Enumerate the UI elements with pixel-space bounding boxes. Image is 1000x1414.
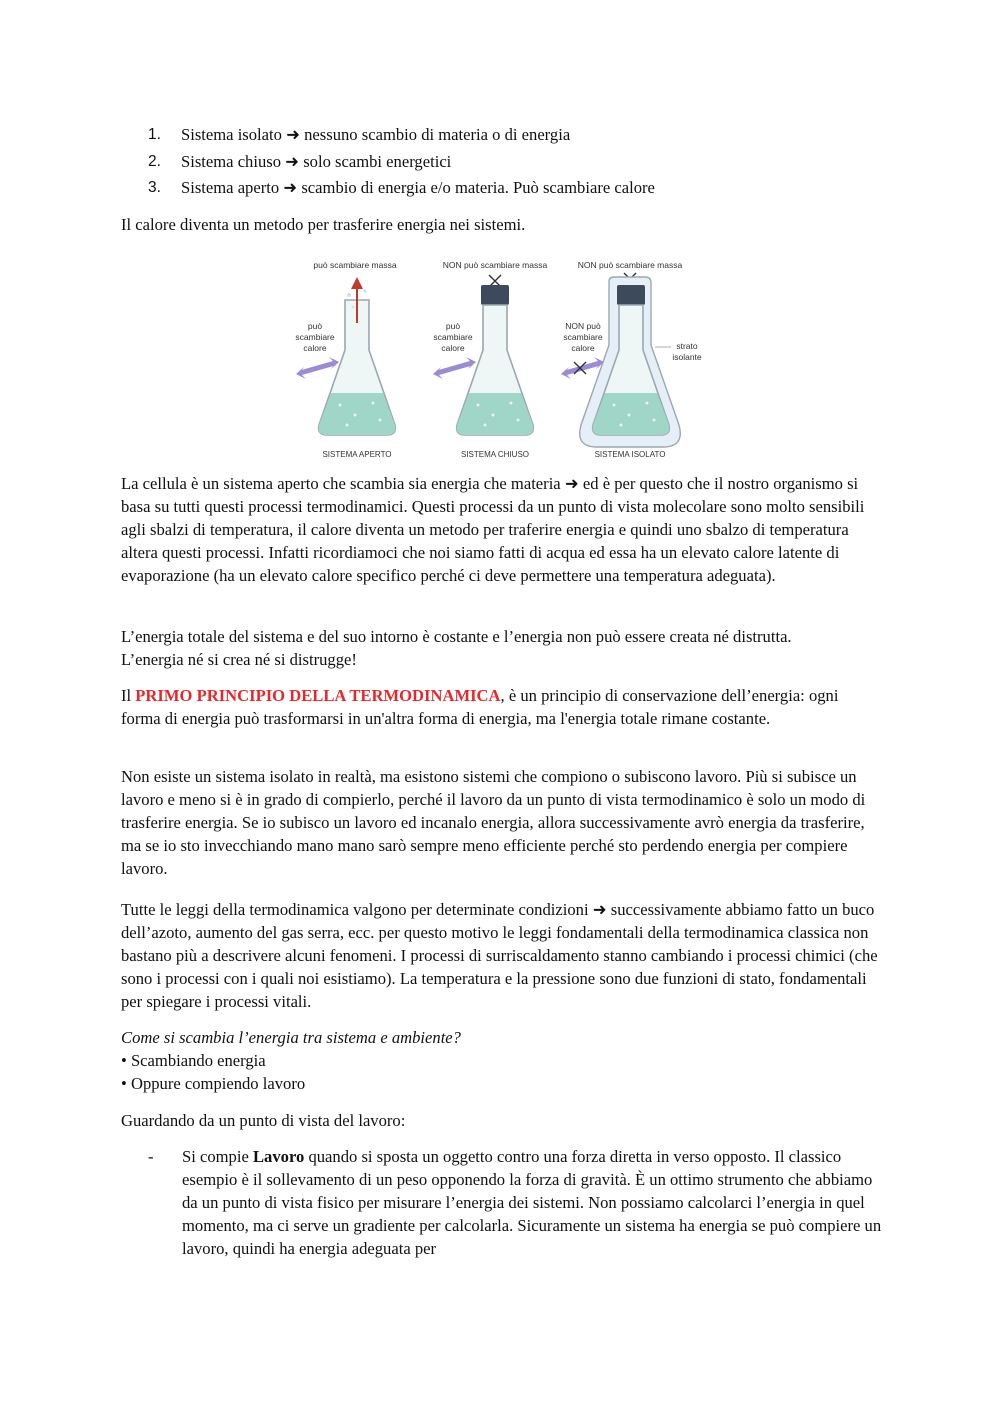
list-text: Sistema chiuso ➜ solo scambi energetici — [181, 151, 452, 171]
flask-liquid — [593, 393, 670, 435]
question-text: Come si scambia l’energia tra sistema e ambiente? — [121, 1028, 461, 1047]
dash-item-text — [182, 1145, 883, 1260]
paragraph-line: L’energia totale del sistema e del suo intorno è costante e l’energia non può essere creata né distrutta. — [121, 627, 792, 646]
list-text: Sistema isolato ➜ nessuno scambio di materia o di energia — [181, 125, 571, 144]
text-prefix: Il — [121, 686, 136, 705]
paragraph-leggi: Tutte le leggi della termodinamica valgono per determinate condizioni ➜ successivamente abbiamo fatto un buco dell’azoto, aumento del gas serra, ecc. per questo motivo le leggi fondamentali della termodinamica classica non bastano più a descrivere alcuni fenomeni. I processi di surriscaldamento stanno cambiando i processi chimici (che sono i processi con i quali noi esistiamo). La temperatura e la pressione sono due funzioni di stato, fondamentali per spiegare i processi vitali. — [121, 900, 878, 1011]
flask-liquid — [319, 393, 396, 435]
flask-side-label: scambiare — [433, 332, 473, 342]
insulation-label: isolante — [672, 352, 702, 362]
system-types-list — [148, 123, 908, 203]
flask-side-label: calore — [303, 343, 327, 353]
paragraph-calore: Il calore diventa un metodo per trasferire energia nei sistemi. — [121, 215, 526, 234]
flask-liquid — [457, 393, 534, 435]
flask-side-label: può — [445, 321, 461, 331]
paragraph-primo-principio — [121, 684, 881, 730]
flask-side-label: scambiare — [563, 332, 603, 342]
bullet-item: • Oppure compiendo lavoro — [121, 1074, 306, 1093]
paragraph-line: L’energia né si crea né si distrugge! — [121, 650, 357, 669]
text-suffix: , è un principio di conservazione dell’energia: ogni forma di energia può trasformarsi in un'altra forma di energia, ma l'energia totale rimane costante. — [121, 686, 839, 728]
bold-term: Lavoro — [252, 1147, 305, 1166]
insulation-label: strato — [676, 341, 698, 351]
flask-top-label: NON può scambiare massa — [577, 260, 683, 270]
list-item — [148, 123, 908, 150]
paragraph-cellula: La cellula è un sistema aperto che scambia sia energia che materia ➜ ed è per questo che il nostro organismo si basa su tutti questi processi termodinamici. Questi processi da un punto di vista molecolare sono molto sensibili agli sbalzi di temperatura, il calore diventa un metodo per traferire energia e quindi uno sbalzo di temperatura altera questi processi. Infatti ricordiamoci che noi siamo fatti di acqua ed essa ha un elevato calore latente di evaporazione (ha un elevato calore specifico perché ci deve permettere una temperatura adeguata). — [121, 474, 865, 585]
stopper — [481, 285, 509, 305]
list-item — [148, 150, 908, 177]
flask-top-label: può scambiare massa — [313, 260, 397, 270]
dash-marker: - — [148, 1147, 154, 1166]
paragraph-energia — [121, 625, 881, 671]
thermodynamic-systems-figure — [295, 255, 705, 465]
list-text: Sistema aperto ➜ scambio di energia e/o materia. Può scambiare calore — [181, 178, 655, 197]
flask-side-label: NON può — [565, 321, 601, 331]
flask-side-label: calore — [441, 343, 465, 353]
flask-side-label: può — [307, 321, 323, 331]
heat-exchange-arrow — [300, 363, 335, 373]
list-item — [148, 176, 908, 203]
flask-side-label: scambiare — [295, 332, 335, 342]
flask-open — [295, 260, 396, 459]
heat-exchange-arrow — [565, 363, 600, 373]
flask-bottom-label: SISTEMA APERTO — [322, 450, 392, 459]
bullet-item: • Scambiando energia — [121, 1051, 266, 1070]
list-number: 2. — [148, 152, 161, 170]
heat-exchange-arrow — [437, 363, 472, 373]
question-block — [121, 1026, 881, 1095]
paragraph-guardando: Guardando da un punto di vista del lavoro: — [121, 1111, 406, 1130]
flask-bottom-label: SISTEMA CHIUSO — [460, 450, 530, 459]
list-number: 3. — [148, 179, 161, 196]
list-number: 1. — [148, 126, 161, 143]
flask-bottom-label: SISTEMA ISOLATO — [594, 450, 666, 459]
paragraph-lavoro: Non esiste un sistema isolato in realtà, ma esistono sistemi che compiono o subiscono lavoro. Più si subisce un lavoro e meno si è in grado di compierlo, perché il lavoro da un punto di vista termodinamico è solo un modo di trasferire energia. Se io subisco un lavoro ed incanalo energia, allora successivamente avrò energia da trasferire, ma se io sto invecchiando mano mano sarò sempre meno efficiente perché sto perdendo energia per compiere lavoro. — [121, 767, 866, 878]
text-suffix: quando si sposta un oggetto contro una forza diretta in verso opposto. Il classico esempio è il sollevamento di un peso opponendo la forza di gravità. È un ottimo strumento che abbiamo da un punto di vista fisico per misurare l’energia dei sistemi. Non possiamo calcolarci l’energia in quel momento, ma ci serve un gradiente per calcolarla. Sicuramente un sistema ha energia se può compiere un lavoro, quindi ha energia adeguata per — [182, 1147, 882, 1258]
stopper — [617, 285, 645, 305]
highlighted-term: PRIMO PRINCIPIO DELLA TERMODINAMICA — [135, 686, 501, 705]
flask-isolated — [561, 260, 702, 459]
flask-closed — [433, 260, 547, 459]
dash-list-item — [148, 1145, 883, 1260]
flask-side-label: calore — [571, 343, 595, 353]
flask-top-label: NON può scambiare massa — [442, 260, 548, 270]
text-prefix: Si compie — [182, 1147, 253, 1166]
